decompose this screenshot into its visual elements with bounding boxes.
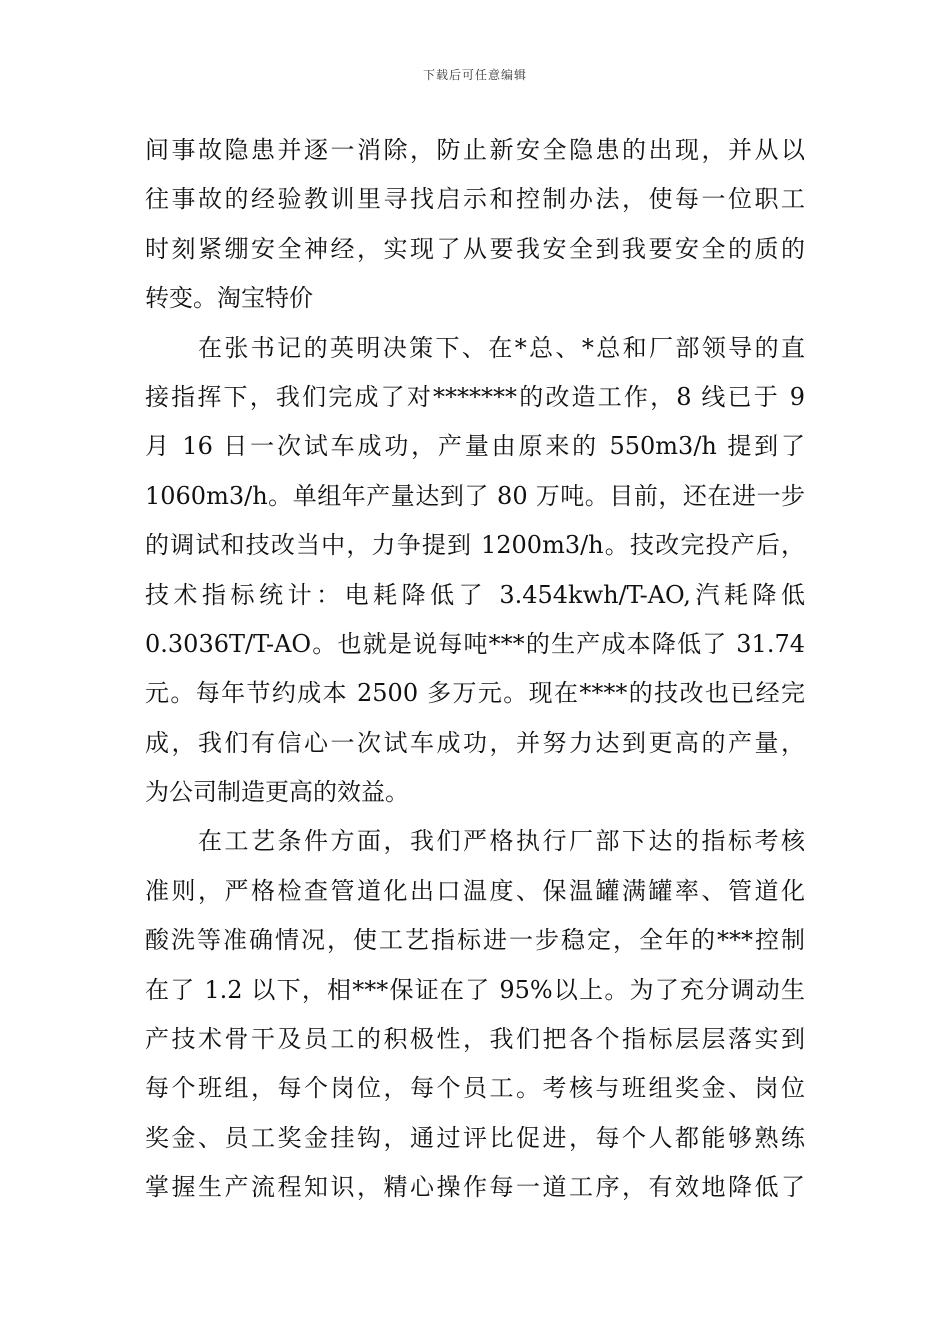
text-line: 奖金、员工奖金挂钩，通过评比促进，每个人都能够熟练 [145, 1123, 805, 1152]
text-line: 准则，严格检查管道化出口温度、保温罐满罐率、管道化 [145, 876, 805, 905]
text-line: 元。每年节约成本 2500 多万元。现在****的技改也已经完 [145, 679, 805, 708]
text-line: 1060m3/h。单组年产量达到了 80 万吨。目前，还在进一步 [145, 481, 805, 510]
page-header: 下载后可任意编辑 [422, 68, 527, 82]
text-line: 掌握生产流程知识，精心操作每一道工序，有效地降低了 [145, 1173, 805, 1202]
text-line: 时刻紧绷安全神经，实现了从要我安全到我要安全的质的 [145, 234, 805, 263]
document-body [145, 126, 805, 1213]
text-line: 技术指标统计：电耗降低了 3.454kwh/T-AO,汽耗降低 [145, 580, 805, 609]
text-line: 的调试和技改当中，力争提到 1200m3/h。技改完投产后， [145, 531, 805, 560]
text-line: 接指挥下，我们完成了对*******的改造工作，8 线已于 9 [145, 382, 805, 411]
text-line: 月 16 日一次试车成功，产量由原来的 550m3/h 提到了 [145, 432, 805, 461]
text-line: 产技术骨干及员工的积极性，我们把各个指标层层落实到 [145, 1025, 805, 1054]
text-line: 在了 1.2 以下，相***保证在了 95%以上。为了充分调动生 [145, 975, 805, 1004]
text-line: 每个班组，每个岗位，每个员工。考核与班组奖金、岗位 [145, 1074, 805, 1103]
paragraph-first-line: 在工艺条件方面，我们严格执行厂部下达的指标考核 [198, 827, 805, 856]
text-line: 间事故隐患并逐一消除，防止新安全隐患的出现，并从以 [145, 136, 805, 164]
text-line: 往事故的经验教训里寻找启示和控制办法，使每一位职工 [145, 185, 805, 214]
text-line: 酸洗等准确情况，使工艺指标进一步稳定，全年的***控制 [145, 926, 805, 955]
paragraph-first-line: 在张书记的英明决策下、在*总、*总和厂部领导的直 [198, 333, 805, 362]
text-line: 为公司制造更高的效益。 [145, 778, 409, 807]
text-line: 成，我们有信心一次试车成功，并努力达到更高的产量， [145, 728, 805, 757]
text-line: 0.3036T/T-AO。也就是说每吨***的生产成本降低了 31.74 [145, 629, 805, 658]
text-line: 转变。淘宝特价 [145, 284, 313, 313]
